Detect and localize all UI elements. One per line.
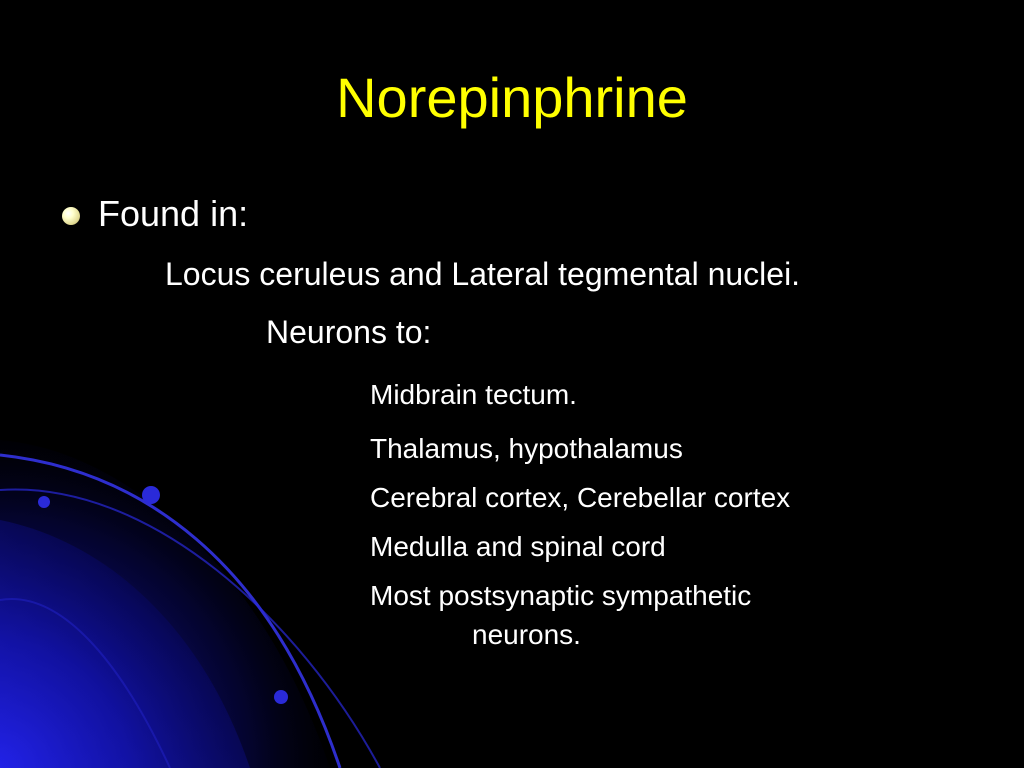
target-item: Cerebral cortex, Cerebellar cortex bbox=[370, 482, 791, 513]
swoosh-dot-1 bbox=[142, 486, 160, 504]
sphere-bullet-icon bbox=[62, 207, 80, 225]
target-item: Midbrain tectum. bbox=[370, 379, 577, 410]
target-item-continuation: neurons. bbox=[472, 619, 581, 650]
bullet-found-in bbox=[62, 192, 248, 236]
slide-title: Norepinphrine bbox=[336, 66, 688, 129]
bullet-text: Found in: bbox=[98, 193, 249, 234]
location-text: Locus ceruleus and Lateral tegmental nuclei. bbox=[165, 256, 801, 292]
projections-label: Neurons to: bbox=[266, 314, 432, 350]
target-item: Thalamus, hypothalamus bbox=[370, 433, 683, 464]
swoosh-dot-2 bbox=[38, 496, 50, 508]
swoosh-dot-3 bbox=[274, 690, 288, 704]
target-item: Most postsynaptic sympathetic bbox=[370, 580, 752, 611]
target-item: Medulla and spinal cord bbox=[370, 531, 666, 562]
